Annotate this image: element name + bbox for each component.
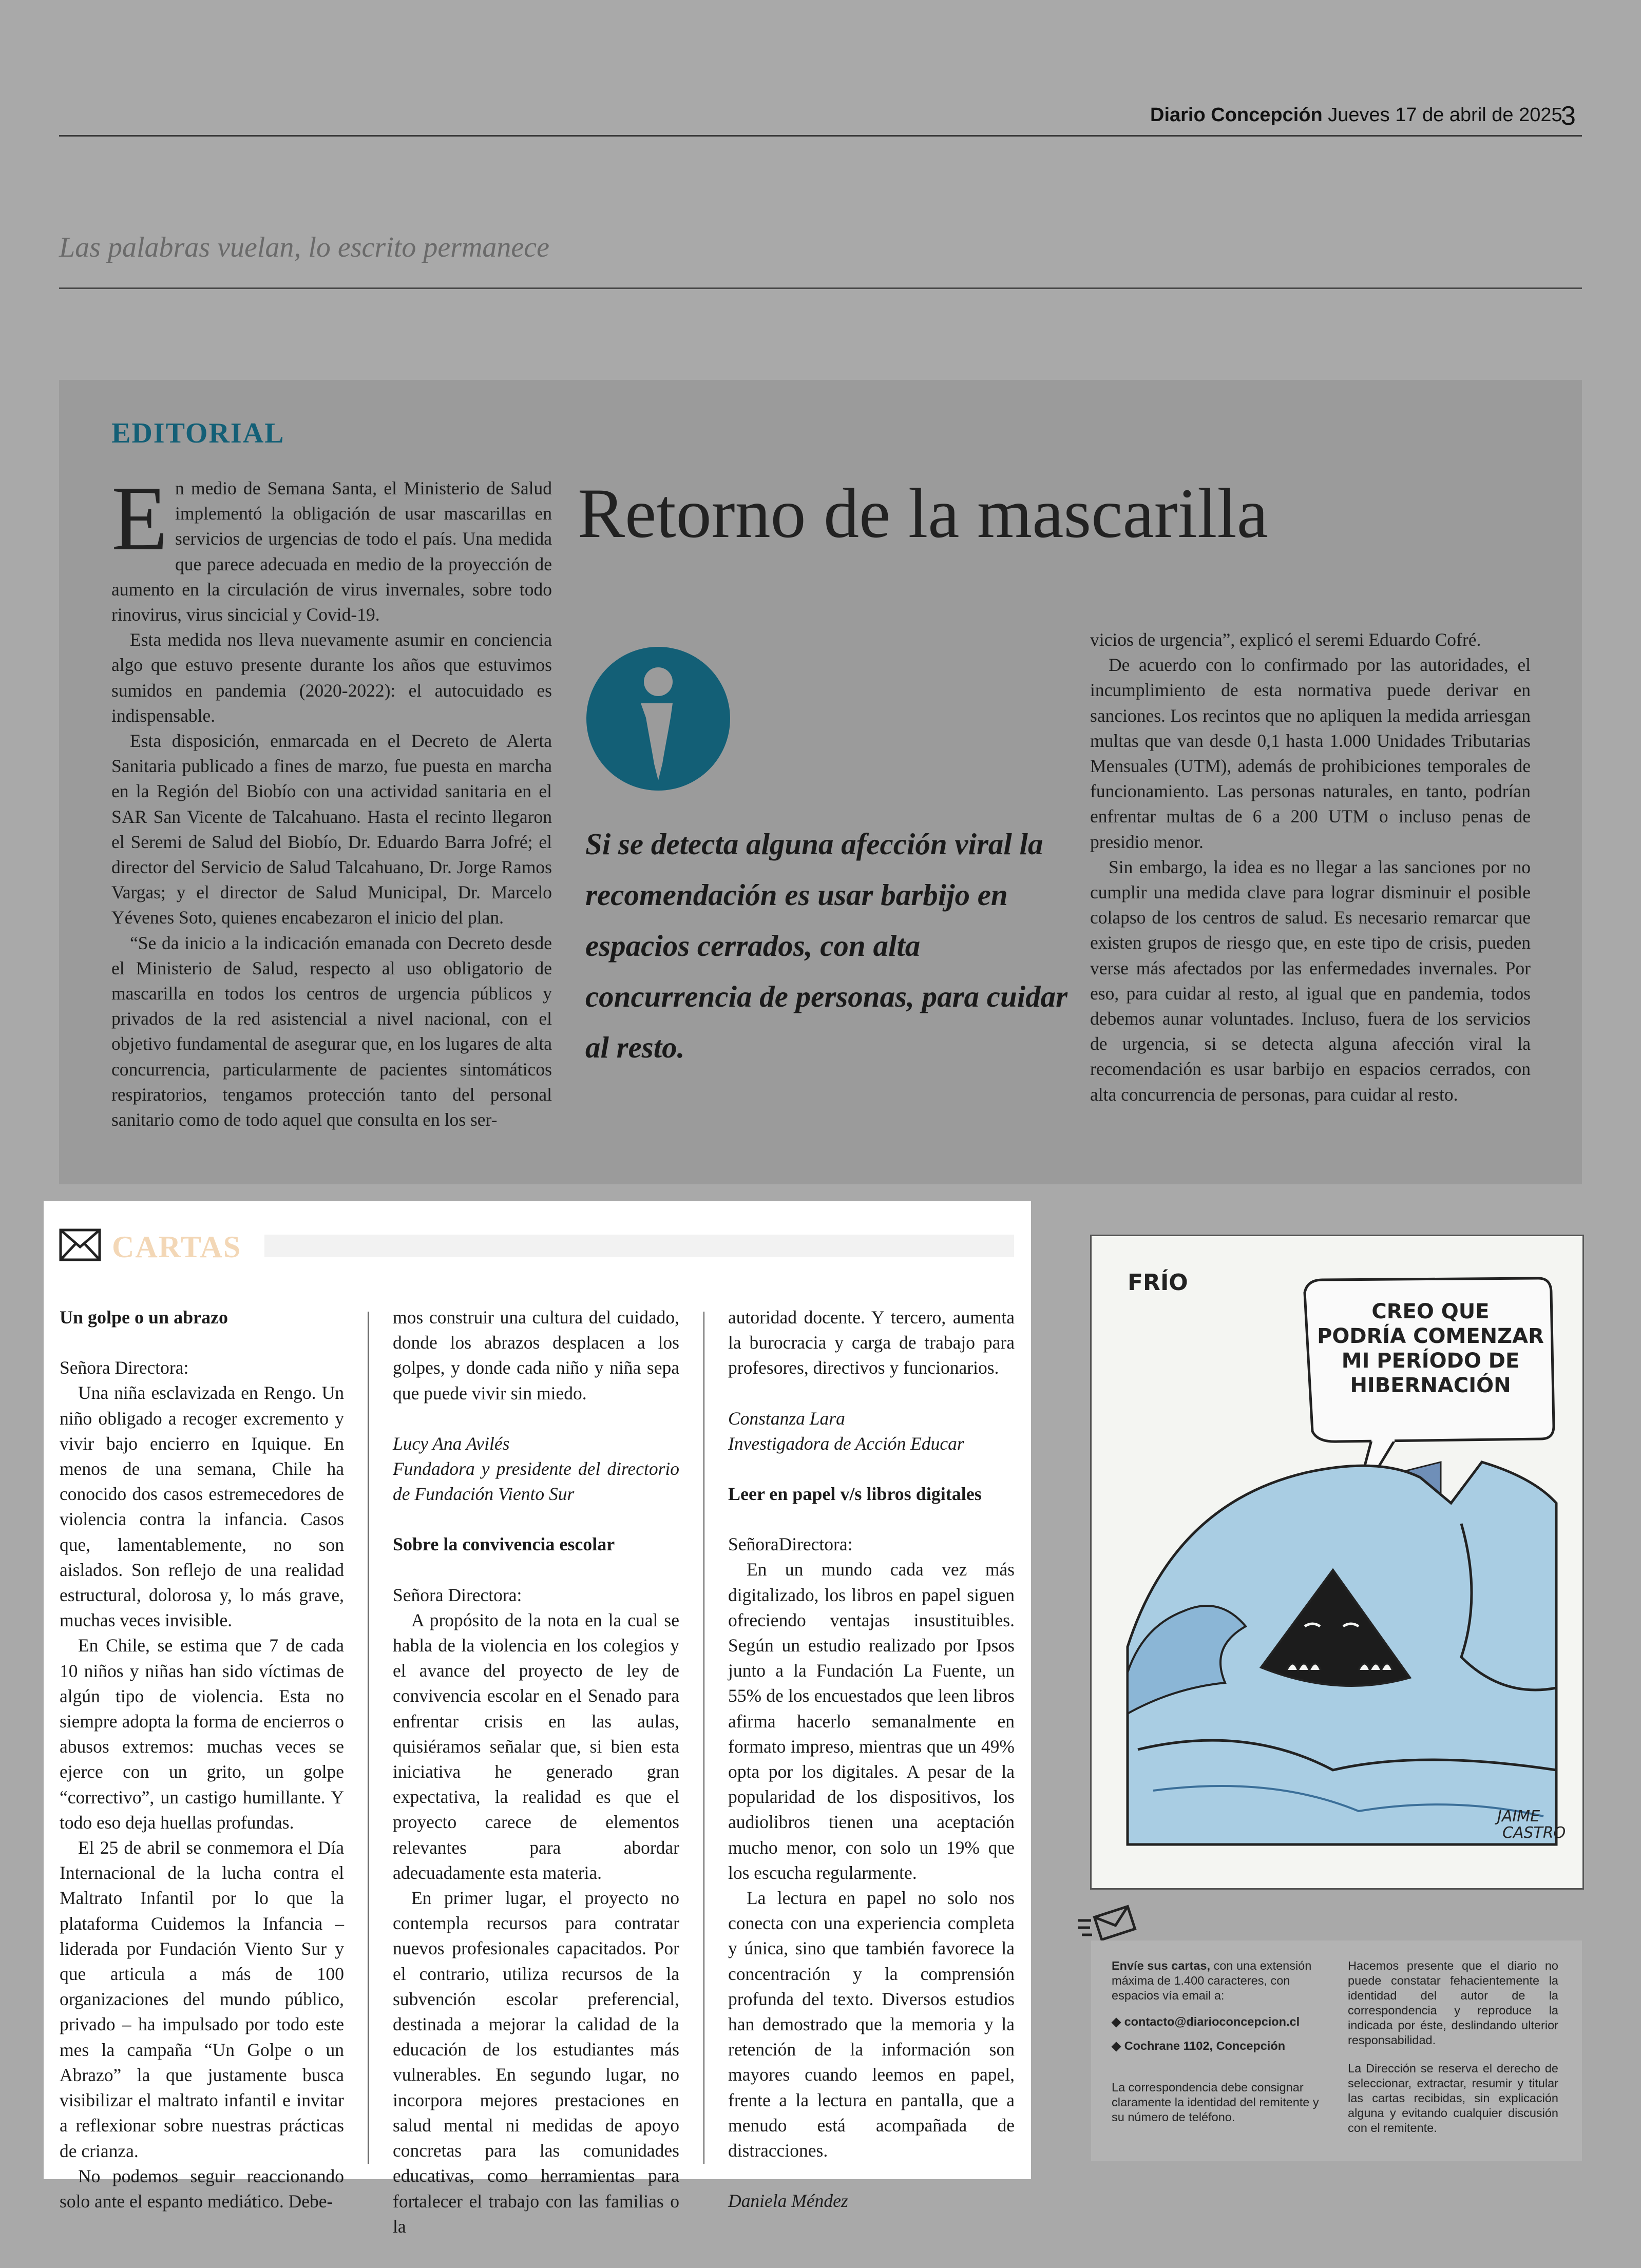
letters-label: CARTAS (112, 1230, 242, 1264)
speech-line: HIBERNACIÓN (1350, 1374, 1511, 1397)
letter-continuation: mos construir una cultura del cuidado, donde los abrazos desplacen a los golpes, y donde cada niño y niña sepa que puede vivir sin miedo. (393, 1307, 679, 1404)
letter-paragraph: En un mundo cada vez más digitalizado, los libros en papel siguen ofreciendo ventajas insustituibles. Según un estudio realizado por Ipsos junto a la Fundación La Fuente, un 55% de los encuestados que leen libros afirma hacerlo semanalmente en formato impreso, mientras que un 49% opta por los digitales. A pesar de la popularidad de los dispositivos, los audiolibros tienen una aceptación mucho menor, con solo un 19% que los escucha regularmente. (728, 1559, 1015, 1883)
email-link[interactable]: contacto@diarioconcepcion.cl (1124, 2015, 1300, 2028)
contact-email[interactable]: ◆ contacto@diarioconcepcion.cl (1112, 2015, 1300, 2028)
speech-line: MI PERÍODO DE (1341, 1349, 1520, 1373)
lead-text: n medio de Semana Santa, el Ministerio de Salud implementó la obligación de usar mascarillas en servicios de urgencias de todo el país. Una medida que parece adecuada en medio de la proyección de aumento en la circulación de virus invernales, sobre todo rinovirus, virus sincicial y Covid-19. (111, 478, 552, 625)
letter-signature-name: Lucy Ana Avilés (393, 1433, 510, 1454)
letter-paragraph: La lectura en papel no solo nos conecta con una experiencia completa y única, sino que también favorece la concentración y la comprensión profunda del texto. Diversos estudios han demostrado que la memoria y la retención de la información son mayores cuando leemos en papel, frente a la lectura en pantalla, que a menudo está acompañada de distracciones. (728, 1888, 1015, 2161)
contact-left-note: La correspondencia debe consignar claramente la identidad del remitente y su número de teléfono. (1112, 2081, 1319, 2124)
editorial-lead-paragraph (111, 467, 552, 627)
editorial-paragraph: Sin embargo, la idea es no llegar a las sanciones por no cumplir una medida clave para lograr disminuir el posible colapso de los centros de salud. Es necesario remarcar que existen grupos de riesgo que, en este tipo de crisis, pueden verse más afectados por las enfermedades invernales. Por eso, para cuidar al resto, al igual que en pandemia, todos debemos aunar voluntades. Incluso, fuera de los servicios de urgencia, si se detecta alguna afección viral la recomendación es usar barbijo en espacios cerrados, con alta concurrencia de personas, para cuidar al resto. (1090, 856, 1531, 1105)
letter-salutation: Señora Directora: (60, 1357, 189, 1378)
letters-column-3 (728, 1305, 1015, 2214)
letter-paragraph: El 25 de abril se conmemora el Día Internacional de la lucha contra el Maltrato Infantil por lo que la plataforma Cuidemos la Infancia – liderada por Fundación Viento Sur y que articula a más de 100 organizaciones del mundo público, privado – ha impulsado por todo este mes la campaña “Un Golpe o un Abrazo” la que justamente busca visibilizar el maltrato infantil e invitar a reflexionar sobre nuestras prácticas de crianza. (60, 1837, 344, 2161)
contact-instructions (1112, 1958, 1332, 2125)
address-text: Cochrane 1102, Concepción (1124, 2039, 1286, 2052)
envelope-icon (59, 1228, 101, 1261)
cartoonist-signature: JAIME (1497, 1808, 1540, 1825)
pull-quote: Si se detecta alguna afección viral la recomendación es usar barbijo en espacios cerrados, con alta concurrencia de personas, para cuidar al resto. (585, 827, 1068, 1064)
motto-rule (59, 287, 1582, 289)
letter-paragraph: En primer lugar, el proyecto no contempla recursos para contratar nuevos profesionales capacitados. Por el contrario, utiliza recursos de la subvención escolar preferencial, destinada a mejorar la calidad de la educación de los estudiantes más vulnerables. En segundo lugar, no incorpora mejores prestaciones en salud mental ni medidas de apoyo concretas para las comunidades educativas, como herramientas para fortalecer el trabajo con las familias o la (393, 1888, 679, 2237)
editorial-paragraph: “Se da inicio a la indicación emanada con Decreto desde el Ministerio de Salud, respecto al uso obligatorio de mascarilla en todos los centros de urgencia públicos y privados de la red asistencial a nivel nacional, con el objetivo fundamental de asegurar que, en los lugares de alta concurrencia, particularmente de pacientes sintomáticos respiratorios, tengamos protección tanto del personal sanitario como de todo aquel que consulta en los ser- (111, 932, 552, 1130)
disclaimer-note: La Dirección se reserva el derecho de seleccionar, extractar, resumir y titular las cartas recibidas, sin explicación alguna y evitando cualquier discusión con el remitente. (1348, 2062, 1558, 2135)
letter-title: Un golpe o un abrazo (60, 1307, 228, 1328)
letter-salutation: Señora Directora: (393, 1584, 522, 1605)
contact-address: ◆ Cochrane 1102, Concepción (1112, 2039, 1286, 2052)
letter-signature-name: Daniela Méndez (728, 2190, 848, 2212)
drop-cap: E (111, 467, 168, 569)
column-divider (703, 1312, 704, 2164)
editorial-paragraph: Esta medida nos lleva nuevamente asumir en conciencia algo que estuvo presente durante los años que estuvimos sumidos en pandemia (2020-2022): el autocuidado es indispensable. (111, 629, 552, 726)
letter-paragraph: No podemos seguir reaccionando solo ante el espanto mediático. Debe- (60, 2165, 344, 2212)
editorial-label: EDITORIAL (111, 417, 285, 449)
contact-lead-bold: Envíe sus cartas, (1112, 1959, 1211, 1972)
letter-paragraph: En Chile, se estima que 7 de cada 10 niños y niñas han sido víctimas de algún tipo de violencia. Esta no siempre adopta la forma de encierros o abusos extremos: muchas veces se ejerce con un grito, un golpe “correctivo”, un castigo humillante. Y todo eso deja huellas profundas. (60, 1635, 344, 1833)
issue-date: Jueves 17 de abril de 2025 (1328, 104, 1562, 126)
letter-continuation: autoridad docente. Y tercero, aumenta la burocracia y carga de trabajo para profesores, directivos y funcionarios. (728, 1307, 1015, 1378)
letter-paragraph: A propósito de la nota en la cual se habla de la violencia en los colegios y el avance del proyecto de ley de convivencia escolar en el Senado para enfrentar crisis en las aulas, quisiéramos señalar que, si bien esta iniciativa he generado gran expectativa, la realidad es que el proyecto carece de elementos relevantes para abordar adecuadamente esta materia. (393, 1609, 679, 1883)
contact-lead (1112, 1958, 1332, 2003)
page-number: 3 (1561, 101, 1576, 131)
editorial-continuation: vicios de urgencia”, explicó el seremi Eduardo Cofré. (1090, 629, 1481, 650)
editorial-title: Retorno de la mascarilla (578, 474, 1268, 552)
contact-lead-rest: con una extensión máxima de 1.400 caracteres, con espacios vía email a: (1112, 1959, 1312, 2002)
cartoon-title: FRÍO (1128, 1270, 1188, 1296)
info-icon (585, 646, 731, 792)
letter-signature-role: Investigadora de Acción Educar (728, 1433, 964, 1454)
letters-column-1 (60, 1305, 344, 2214)
letter-signature-role: Fundadora y presidente del directorio de Fundación Viento Sur (393, 1458, 679, 1505)
letter-title: Sobre la convivencia escolar (393, 1534, 615, 1555)
editorial-paragraph: De acuerdo con lo confirmado por las autoridades, el incumplimiento de esta normativa puede derivar en sanciones. Los recintos que no apliquen la medida arriesgan multas que van desde 0,1 hasta 1.000 Unidades Tributarias Mensuales (UTM), además de prohibiciones temporales de funcionamiento. Las personas naturales, en tanto, podrían enfrentar multas de 6 a 200 UTM o incluso penas de presidio menor. (1090, 655, 1531, 852)
cartoonist-signature: CASTRO (1502, 1824, 1566, 1842)
paper-name: Diario Concepción (1150, 104, 1323, 126)
letter-salutation: SeñoraDirectora: (728, 1534, 853, 1555)
letters-column-2 (393, 1305, 679, 2239)
letter-signature-name: Constanza Lara (728, 1408, 845, 1429)
speech-line: CREO QUE (1371, 1300, 1490, 1323)
disclaimer-note: Hacemos presente que el diario no puede constatar fehacientemente la identidad del autor de la correspondencia y reproduce la indicada por éste, deslindando ulterior responsabilidad. (1348, 1959, 1558, 2047)
section-motto: Las palabras vuelan, lo escrito permanece (59, 232, 549, 263)
header-rule (59, 135, 1582, 137)
column-divider (368, 1312, 369, 2164)
cartoon-illustration (1092, 1236, 1582, 1888)
contact-disclaimer (1348, 1958, 1558, 2136)
letters-header-bar (264, 1235, 1014, 1257)
editorial-paragraph: Esta disposición, enmarcada en el Decreto de Alerta Sanitaria publicado a fines de marzo, fue puesta en marcha en la Región del Biobío con una actividad sanitaria en el SAR San Vicente de Talcahuano. Hasta el recinto llegaron el Seremi de Salud del Biobío, Dr. Eduardo Barra Jofré; el director del Servicio de Salud Talcahuano, Dr. Jorge Ramos Vargas; y el director de Salud Municipal, Dr. Marcelo Yévenes Soto, quienes encabezaron el inicio del plan. (111, 731, 552, 928)
editorial-column-3 (1090, 627, 1531, 1107)
speech-line: PODRÍA COMENZAR (1317, 1324, 1544, 1348)
editorial-column-1 (111, 467, 552, 1132)
masthead-info (1150, 104, 1562, 126)
letter-paragraph: Una niña esclavizada en Rengo. Un niño obligado a recoger excremento y vivir bajo encierro en Iquique. En menos de una semana, Chile ha conocido dos casos estremecedores de violencia contra la infancia. Casos que, lamentablemente, no son aislados. Son reflejo de una realidad estructural, dolorosa y, lo más grave, muchas veces invisible. (60, 1382, 344, 1631)
letter-title: Leer en papel v/s libros digitales (728, 1484, 982, 1505)
